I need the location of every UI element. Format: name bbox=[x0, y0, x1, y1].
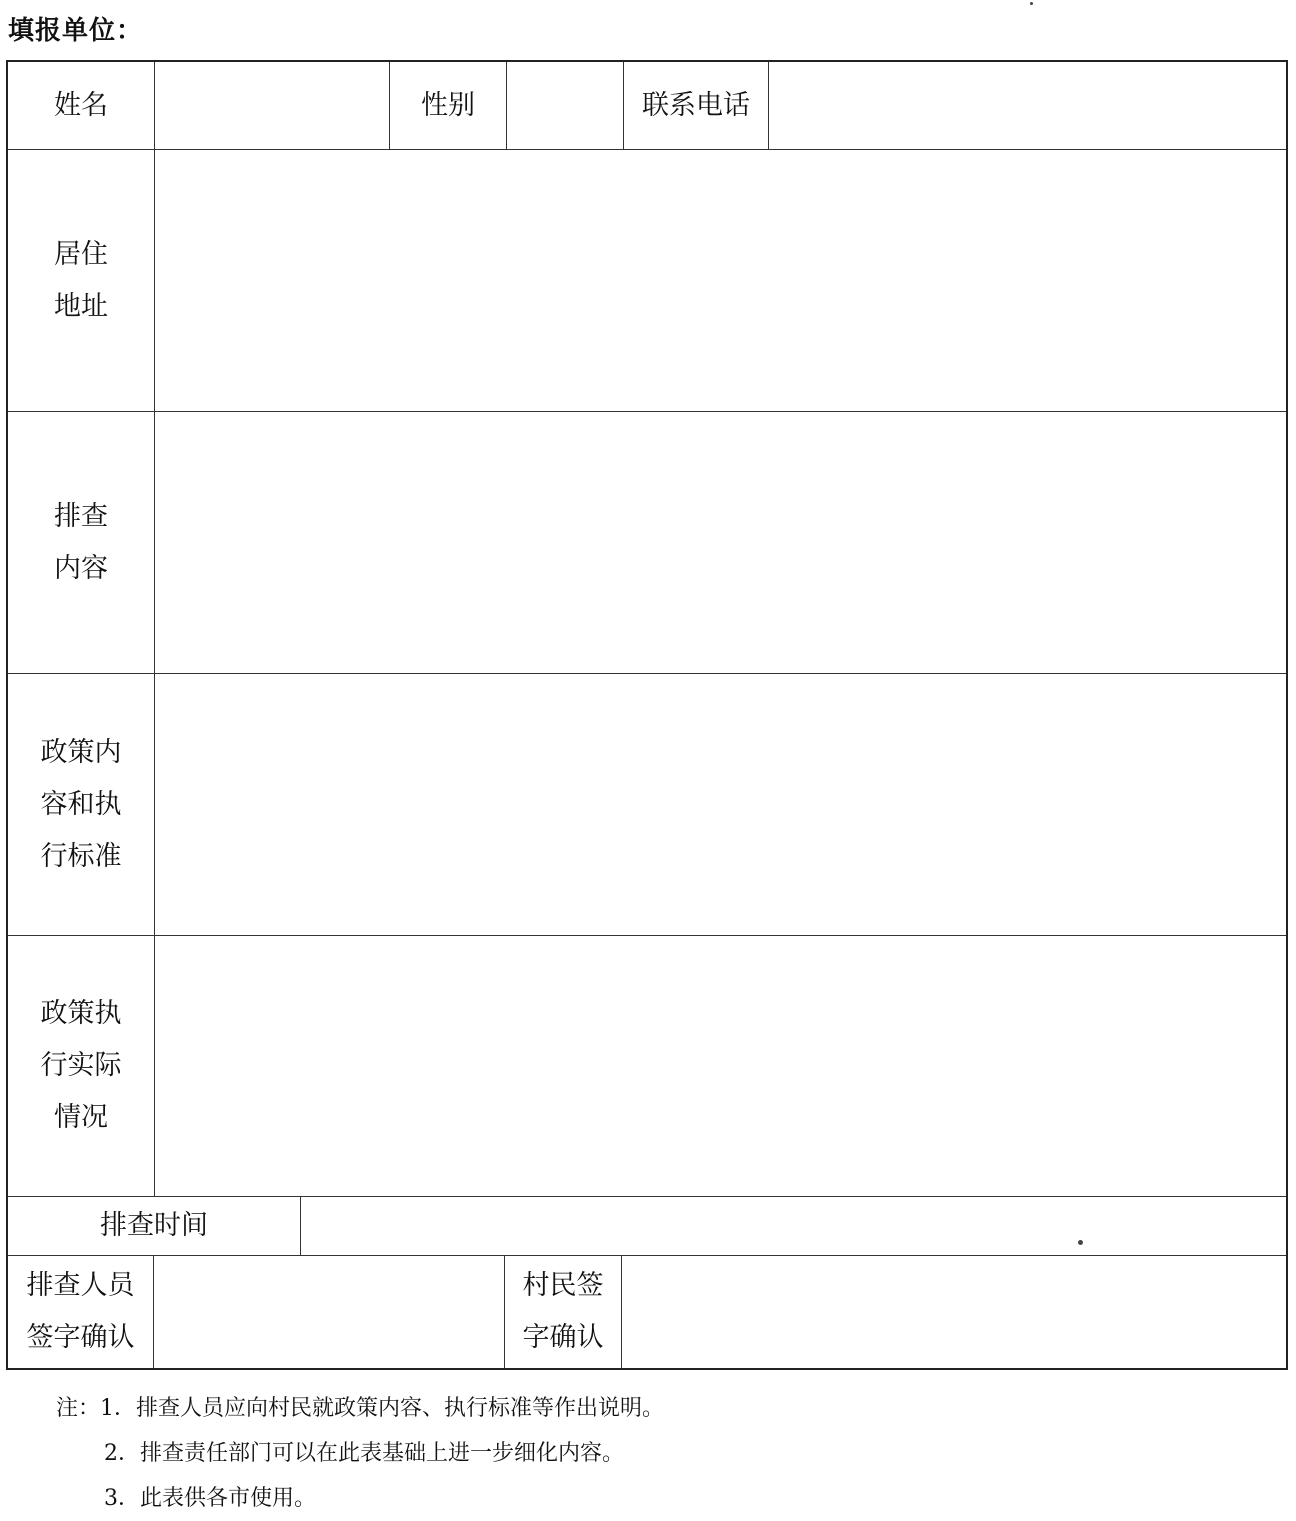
policy-actual-label bbox=[8, 936, 155, 1196]
villager-signature-label bbox=[505, 1256, 622, 1368]
gender-label: 性别 bbox=[390, 62, 507, 149]
note-item: 2．排查责任部门可以在此表基础上进一步细化内容。 bbox=[104, 1441, 624, 1466]
note-text: 1．排查人员应向村民就政策内容、执行标准等作出说明。 bbox=[100, 1396, 665, 1421]
row-signatures bbox=[8, 1256, 1286, 1368]
row-policy-content bbox=[8, 674, 1286, 936]
notes-prefix: 注： bbox=[56, 1396, 101, 1421]
address-field[interactable] bbox=[155, 150, 1286, 411]
phone-label: 联系电话 bbox=[624, 62, 769, 149]
policy-actual-label-line: 行实际 bbox=[40, 1050, 122, 1081]
inspection-content-field[interactable] bbox=[155, 412, 1286, 673]
inspection-time-field[interactable] bbox=[301, 1197, 1286, 1255]
scan-speck bbox=[1078, 1240, 1083, 1245]
inspection-content-label bbox=[8, 412, 155, 673]
phone-field[interactable] bbox=[769, 62, 1286, 149]
inspection-content-label-line: 排查 bbox=[54, 500, 108, 532]
policy-actual-label-line: 政策执 bbox=[40, 998, 122, 1029]
inspection-content-label-line: 内容 bbox=[54, 552, 108, 584]
policy-content-label-line: 容和执 bbox=[40, 788, 122, 820]
row-policy-actual bbox=[8, 936, 1286, 1197]
policy-content-field[interactable] bbox=[155, 674, 1286, 935]
gender-field[interactable] bbox=[507, 62, 624, 149]
villager-signature-label-line: 村民签 bbox=[522, 1270, 604, 1301]
policy-actual-field[interactable] bbox=[155, 936, 1286, 1196]
villager-signature-label-line: 字确认 bbox=[522, 1322, 604, 1353]
inspection-form-table bbox=[6, 60, 1288, 1370]
policy-content-label-line: 行标准 bbox=[40, 840, 122, 872]
villager-signature-field[interactable] bbox=[622, 1256, 1286, 1368]
row-inspection-content bbox=[8, 412, 1286, 674]
address-label-line: 居住 bbox=[54, 238, 108, 270]
inspector-signature-label-line: 排查人员 bbox=[26, 1270, 135, 1301]
inspector-signature-field[interactable] bbox=[154, 1256, 505, 1368]
inspection-time-label: 排查时间 bbox=[8, 1197, 301, 1255]
scan-speck bbox=[1030, 2, 1033, 5]
row-inspection-time bbox=[8, 1197, 1286, 1256]
note-item: 3．此表供各市使用。 bbox=[104, 1486, 316, 1511]
inspector-signature-label bbox=[8, 1256, 154, 1368]
address-label-line: 地址 bbox=[54, 290, 108, 322]
notes-section bbox=[56, 1386, 664, 1521]
row-address bbox=[8, 150, 1286, 412]
note-item bbox=[56, 1386, 664, 1431]
policy-content-label-line: 政策内 bbox=[40, 736, 122, 768]
name-field[interactable] bbox=[155, 62, 390, 149]
policy-content-label bbox=[8, 674, 155, 935]
address-label bbox=[8, 150, 155, 411]
policy-actual-label-line: 情况 bbox=[54, 1102, 108, 1133]
unit-label: 填报单位： bbox=[8, 16, 144, 46]
row-basic-info bbox=[8, 62, 1286, 150]
name-label: 姓名 bbox=[8, 62, 155, 149]
inspector-signature-label-line: 签字确认 bbox=[26, 1322, 135, 1353]
